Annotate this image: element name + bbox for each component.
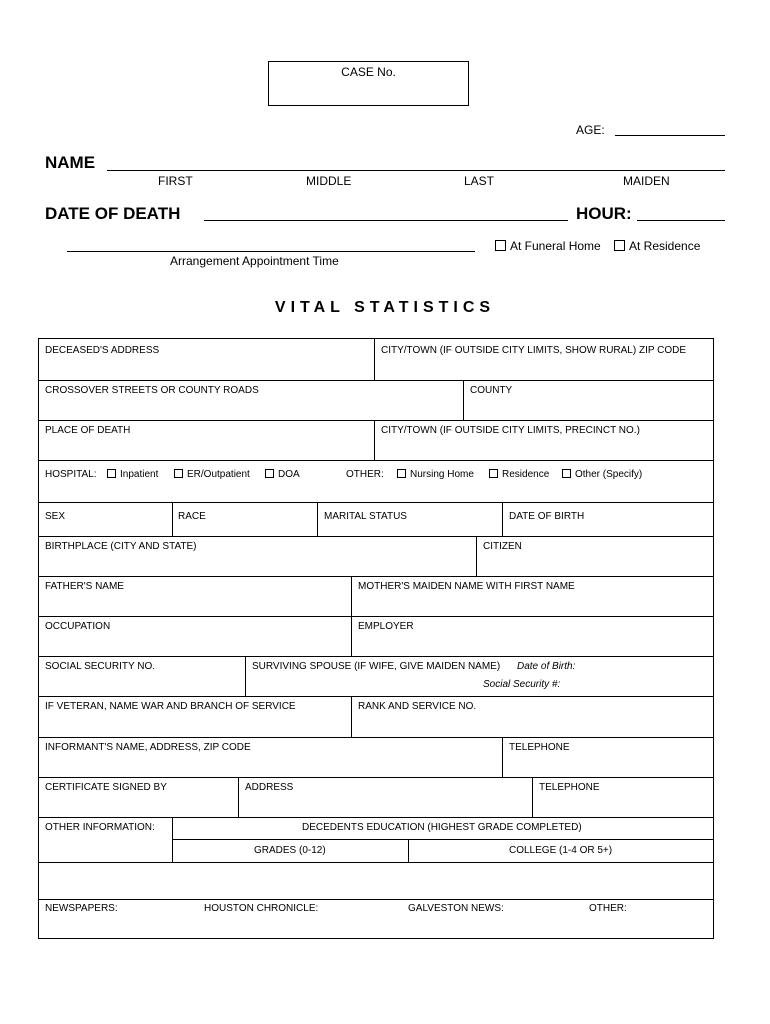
vital-statistics-form — [38, 338, 714, 939]
address-label: ADDRESS — [245, 782, 294, 793]
row-divider — [39, 737, 713, 738]
column-divider — [245, 656, 246, 696]
name-first-label: FIRST — [158, 174, 193, 188]
checkbox-icon[interactable] — [562, 469, 571, 478]
other-label: OTHER: — [346, 469, 384, 480]
doa-label: DOA — [278, 469, 300, 480]
row-divider — [39, 656, 713, 657]
row-divider — [172, 839, 713, 840]
date-of-death-label: DATE OF DEATH — [45, 204, 181, 223]
arrangement-time-label: Arrangement Appointment Time — [170, 254, 339, 268]
hour-label: HOUR: — [576, 204, 632, 223]
inpatient-option[interactable] — [107, 469, 158, 480]
column-divider — [532, 777, 533, 817]
checkbox-icon[interactable] — [614, 240, 625, 251]
doa-option[interactable] — [265, 469, 300, 480]
column-divider — [408, 839, 409, 862]
city-town-precinct-label: CITY/TOWN (IF OUTSIDE CITY LIMITS, PRECINCT NO.) — [381, 425, 640, 436]
checkbox-icon[interactable] — [397, 469, 406, 478]
checkbox-icon[interactable] — [265, 469, 274, 478]
hospital-label: HOSPITAL: — [45, 469, 97, 480]
row-divider — [39, 460, 713, 461]
employer-label: EMPLOYER — [358, 621, 414, 632]
sex-label: SEX — [45, 511, 66, 522]
other-specify-option[interactable] — [562, 469, 642, 480]
case-number-box[interactable] — [268, 61, 469, 106]
at-residence-label: At Residence — [629, 239, 701, 253]
row-divider — [39, 616, 713, 617]
arrangement-time-field[interactable] — [67, 251, 475, 252]
inpatient-label: Inpatient — [120, 469, 159, 480]
column-divider — [351, 576, 352, 616]
hour-field[interactable] — [637, 220, 725, 221]
checkbox-icon[interactable] — [107, 469, 116, 478]
name-maiden-label: MAIDEN — [623, 174, 670, 188]
column-divider — [502, 502, 503, 536]
row-divider — [39, 576, 713, 577]
column-divider — [374, 339, 375, 380]
date-of-death-field[interactable] — [204, 220, 568, 221]
er-outpatient-label: ER/Outpatient — [187, 469, 250, 480]
column-divider — [317, 502, 318, 536]
decedents-education-label: DECEDENTS EDUCATION (HIGHEST GRADE COMPLETED) — [302, 822, 582, 833]
other-information-label: OTHER INFORMATION: — [45, 822, 155, 833]
other-specify-label: Other (Specify) — [575, 469, 643, 480]
at-residence-option[interactable] — [614, 239, 700, 253]
age-label: AGE: — [576, 123, 605, 137]
page-title: VITAL STATISTICS — [274, 299, 496, 316]
row-divider — [39, 536, 713, 537]
nursing-home-label: Nursing Home — [410, 469, 474, 480]
checkbox-icon[interactable] — [174, 469, 183, 478]
deceased-address-label: DECEASED'S ADDRESS — [45, 345, 160, 356]
at-funeral-home-option[interactable] — [495, 239, 601, 253]
social-security-label: SOCIAL SECURITY NO. — [45, 661, 156, 672]
row-divider — [39, 777, 713, 778]
row-divider — [39, 420, 713, 421]
residence-label: Residence — [502, 469, 550, 480]
race-label: RACE — [178, 511, 206, 522]
grades-label: GRADES (0-12) — [254, 845, 326, 856]
college-label: COLLEGE (1-4 OR 5+) — [509, 845, 613, 856]
column-divider — [172, 502, 173, 536]
surviving-spouse-label: SURVIVING SPOUSE (IF WIFE, GIVE MAIDEN NAME) — [252, 661, 501, 672]
newspapers-label: NEWSPAPERS: — [45, 903, 118, 914]
certificate-signed-label: CERTIFICATE SIGNED BY — [45, 782, 167, 793]
row-divider — [39, 899, 713, 900]
column-divider — [238, 777, 239, 817]
column-divider — [476, 536, 477, 576]
other-newspaper-label: OTHER: — [589, 903, 627, 914]
telephone-label: TELEPHONE — [509, 742, 570, 753]
occupation-label: OCCUPATION — [45, 621, 111, 632]
birthplace-label: BIRTHPLACE (CITY AND STATE) — [45, 541, 197, 552]
fathers-name-label: FATHER'S NAME — [45, 581, 124, 592]
checkbox-icon[interactable] — [495, 240, 506, 251]
name-middle-label: MIDDLE — [306, 174, 352, 188]
place-of-death-label: PLACE OF DEATH — [45, 425, 131, 436]
column-divider — [172, 817, 173, 862]
county-label: COUNTY — [470, 385, 513, 396]
mothers-maiden-name-label: MOTHER'S MAIDEN NAME WITH FIRST NAME — [358, 581, 575, 592]
spouse-ssn-label: Social Security #: — [483, 679, 561, 690]
residence-option[interactable] — [489, 469, 549, 480]
spouse-dob-label: Date of Birth: — [517, 661, 576, 672]
houston-chronicle-label: HOUSTON CHRONICLE: — [204, 903, 319, 914]
case-number-label: CASE No. — [341, 65, 396, 79]
veteran-label: IF VETERAN, NAME WAR AND BRANCH OF SERVICE — [45, 701, 296, 712]
row-divider — [39, 862, 713, 863]
nursing-home-option[interactable] — [397, 469, 474, 480]
row-divider — [39, 380, 713, 381]
er-outpatient-option[interactable] — [174, 469, 250, 480]
marital-status-label: MARITAL STATUS — [324, 511, 407, 522]
row-divider — [39, 817, 713, 818]
age-field[interactable] — [615, 135, 725, 136]
checkbox-icon[interactable] — [489, 469, 498, 478]
column-divider — [463, 380, 464, 420]
column-divider — [351, 696, 352, 737]
row-divider — [39, 502, 713, 503]
galveston-news-label: GALVESTON NEWS: — [408, 903, 504, 914]
row-divider — [39, 696, 713, 697]
column-divider — [351, 616, 352, 656]
column-divider — [502, 737, 503, 777]
city-town-zip-label: CITY/TOWN (IF OUTSIDE CITY LIMITS, SHOW RURAL) ZIP CODE — [381, 345, 687, 356]
rank-service-label: RANK AND SERVICE NO. — [358, 701, 477, 712]
at-funeral-home-label: At Funeral Home — [510, 239, 601, 253]
name-label: NAME — [45, 153, 96, 172]
telephone-2-label: TELEPHONE — [539, 782, 600, 793]
informant-label: INFORMANT'S NAME, ADDRESS, ZIP CODE — [45, 742, 251, 753]
name-last-label: LAST — [464, 174, 495, 188]
date-of-birth-label: DATE OF BIRTH — [509, 511, 585, 522]
citizen-label: CITIZEN — [483, 541, 522, 552]
crossover-streets-label: CROSSOVER STREETS OR COUNTY ROADS — [45, 385, 259, 396]
column-divider — [374, 420, 375, 460]
name-field[interactable] — [107, 170, 725, 171]
